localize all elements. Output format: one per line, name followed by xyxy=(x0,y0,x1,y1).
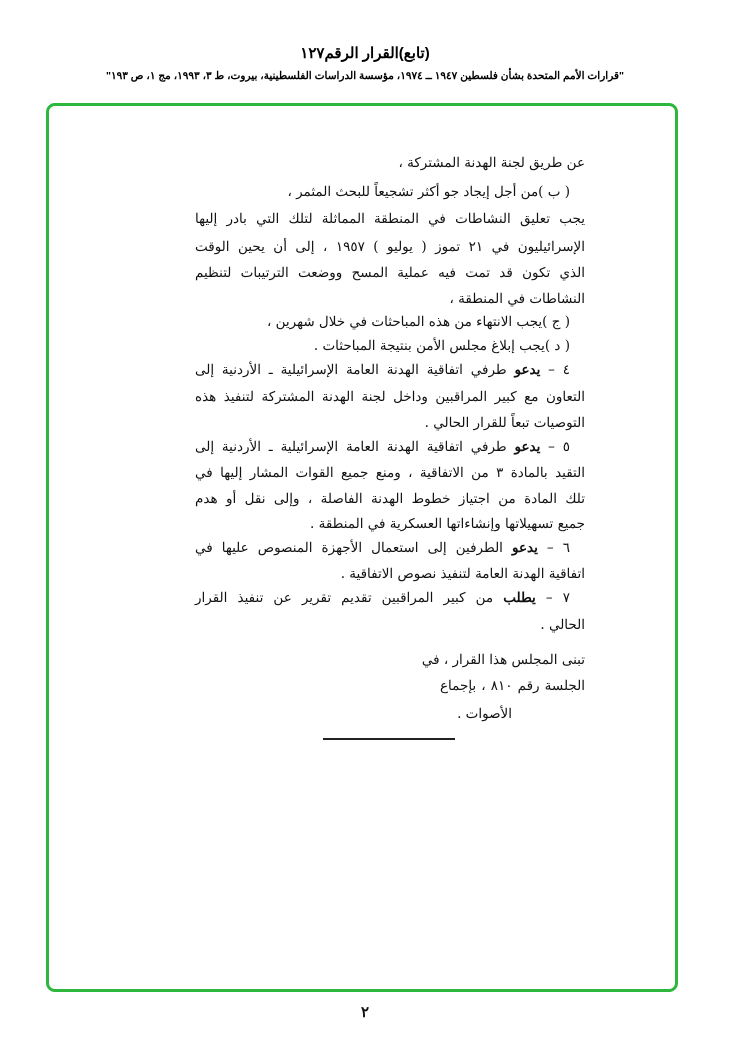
line-text: ( ج )يجب الانتهاء من هذه المباحثات في خلال شهرين ، xyxy=(266,314,570,330)
text-line xyxy=(195,237,585,257)
text-line xyxy=(287,182,570,202)
end-rule xyxy=(323,738,455,740)
citation: "قرارات الأمم المتحدة بشأن فلسطين ١٩٤٧ ــ ١٩٧٤، مؤسسة الدراسات الفلسطينية، بيروت، ط ٣، ١٩٩٣، مج ١، ص ١٩٣" xyxy=(105,70,624,82)
text-line xyxy=(195,538,570,558)
line-text: ٦ – xyxy=(537,540,570,556)
text-line xyxy=(195,387,585,407)
text-line xyxy=(195,588,570,608)
line-text: التوصيات تبعاً للقرار الحالي . xyxy=(424,415,585,431)
line-text: ( ب )من أجل إيجاد جو أكثر تشجيعاً للبحث المثمر ، xyxy=(287,184,570,200)
text-line xyxy=(398,153,585,173)
text-line xyxy=(310,514,585,534)
operative-verb: يطلب xyxy=(503,590,536,606)
line-text: ٧ – xyxy=(535,590,570,606)
line-text: تلك المادة من اجتياز خطوط الهدنة الفاصلة ، وإلى نقل أو هدم xyxy=(195,491,585,507)
text-line xyxy=(314,336,570,356)
line-text: ( د )يجب إبلاغ مجلس الأمن بنتيجة المباحثات . xyxy=(313,338,570,354)
text-line xyxy=(540,615,585,635)
text-line xyxy=(195,463,585,483)
line-text: اتفاقية الهدنة العامة لتنفيذ نصوص الاتفاقية . xyxy=(340,566,585,582)
line-text: يجب تعليق النشاطات في المنطقة المماثلة لتلك التي بادر إليها xyxy=(195,211,585,227)
line-text: الإسرائيليون في ٢١ تموز ( يوليو ) ١٩٥٧ ، إلى أن يحين الوقت xyxy=(195,239,585,255)
text-line xyxy=(450,289,585,309)
operative-verb: يدعو xyxy=(514,439,541,455)
line-text: طرفي اتفاقية الهدنة العامة الإسرائيلية ـ الأردنية إلى xyxy=(195,362,515,378)
line-text: من كبير المراقبين تقديم تقرير عن تنفيذ القرار xyxy=(195,590,504,606)
line-text: جميع تسهيلاتها وإنشاءاتها العسكرية في المنطقة . xyxy=(310,516,585,532)
line-text: التعاون مع كبير المراقبين وداخل لجنة الهدنة المشتركة لتنفيذ هذه xyxy=(195,389,585,405)
line-text: طرفي اتفاقية الهدنة العامة الإسرائيلية ـ الأردنية إلى xyxy=(195,439,515,455)
text-line xyxy=(341,564,585,584)
page-number: ٢ xyxy=(360,1004,370,1021)
line-text: ٤ – xyxy=(540,362,570,378)
text-line xyxy=(195,263,585,283)
page-title: (تابع)القرار الرقم١٢٧ xyxy=(300,45,430,62)
adoption-note-line: الأصوات . xyxy=(457,706,512,722)
line-text: الطرفين إلى استعمال الأجهزة المنصوص عليها في xyxy=(195,540,512,556)
text-line xyxy=(195,209,585,229)
text-line xyxy=(195,489,585,509)
text-line xyxy=(195,360,570,380)
operative-verb: يدعو xyxy=(514,362,541,378)
text-line xyxy=(195,437,570,457)
line-text: عن طريق لجنة الهدنة المشتركة ، xyxy=(398,155,585,171)
line-text: التقيد بالمادة ٣ من الاتفاقية ، ومنع جميع القوات المشار إليها في xyxy=(195,465,585,481)
line-text: الذي تكون قد تمت فيه عملية المسح ووضعت الترتيبات لتنظيم xyxy=(195,265,585,281)
operative-verb: يدعو xyxy=(511,540,538,556)
text-line xyxy=(425,413,585,433)
adoption-note-line: تبنى المجلس هذا القرار ، في xyxy=(421,652,585,668)
line-text: ٥ – xyxy=(540,439,570,455)
line-text: الحالي . xyxy=(540,617,585,633)
adoption-note-line: الجلسة رقم ٨١٠ ، بإجماع xyxy=(440,678,585,694)
text-line xyxy=(267,312,570,332)
line-text: النشاطات في المنطقة ، xyxy=(449,291,585,307)
